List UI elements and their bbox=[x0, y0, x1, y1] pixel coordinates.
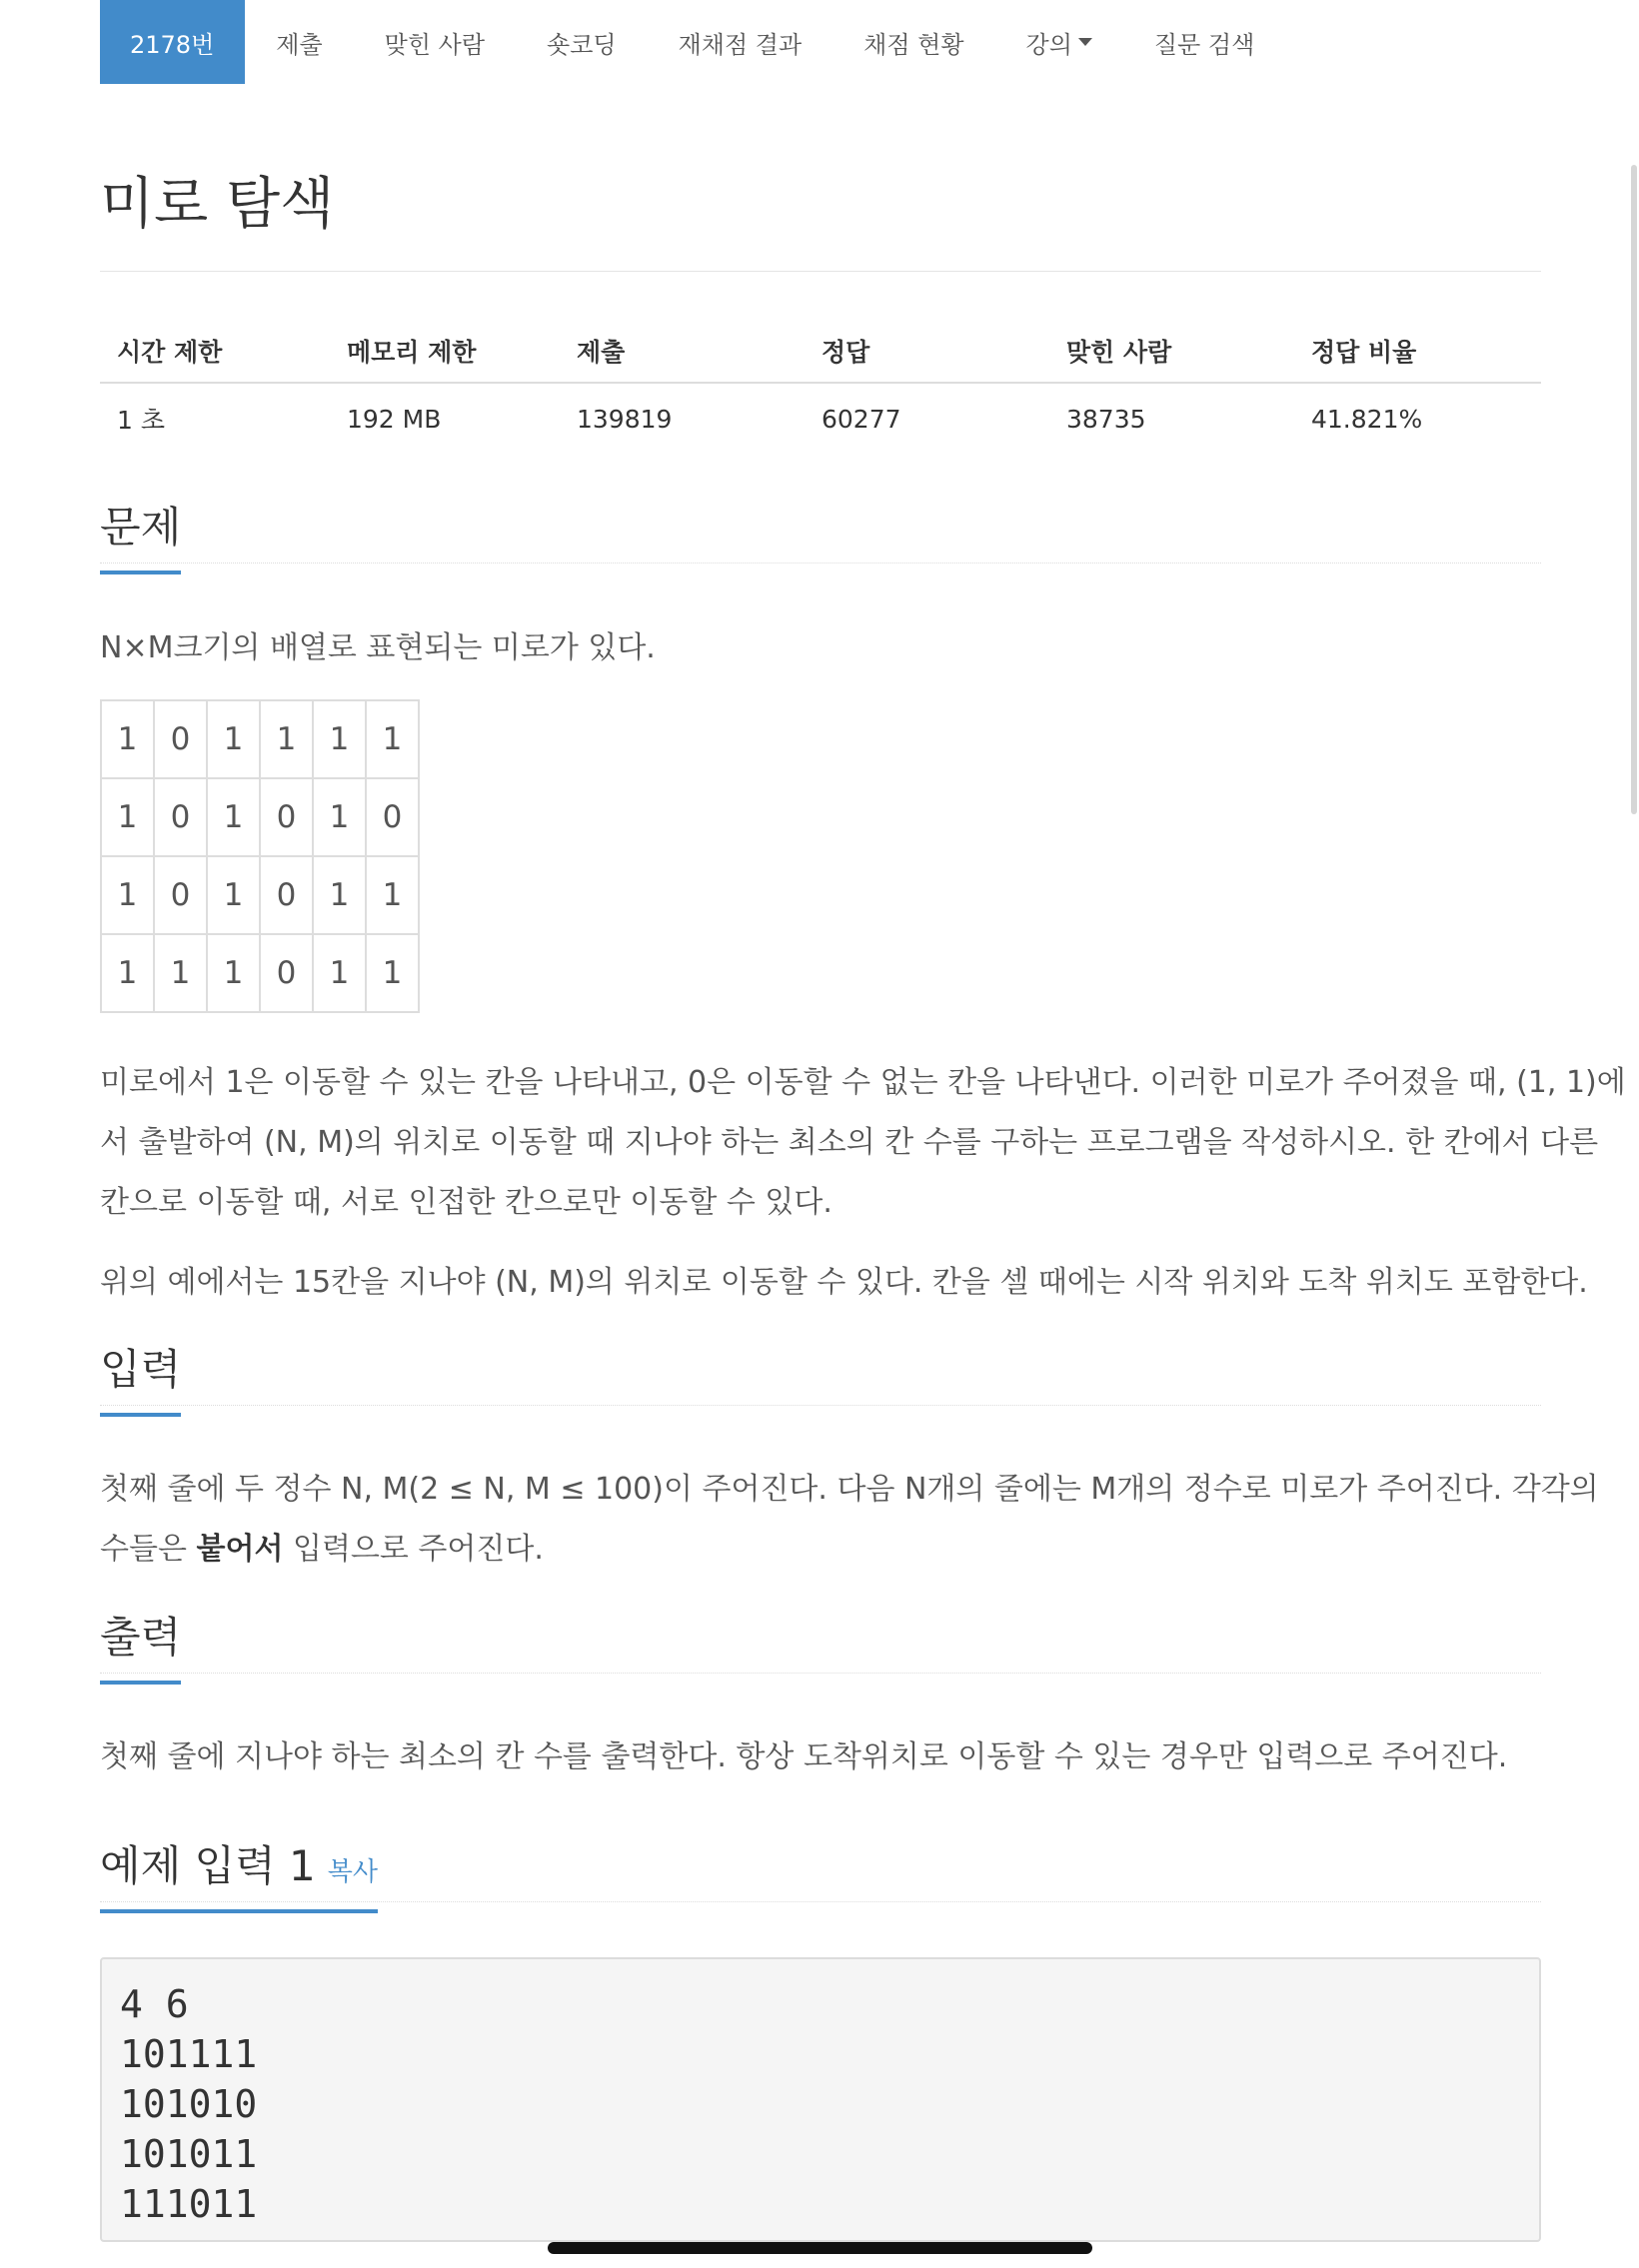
maze-cell: 1 bbox=[207, 856, 260, 934]
nav-tab-judge-status-label: 채점 현황 bbox=[863, 30, 964, 59]
input-description-line bbox=[100, 1520, 1559, 1580]
info-header-time-limit: 시간 제한 bbox=[117, 338, 223, 367]
page-scrollbar[interactable] bbox=[1631, 165, 1637, 814]
info-header-submissions: 제출 bbox=[577, 338, 626, 367]
section-divider bbox=[100, 563, 1541, 564]
maze-example-table bbox=[100, 699, 420, 1013]
info-value-solvers: 38735 bbox=[1066, 404, 1146, 434]
info-header-accept-ratio: 정답 비율 bbox=[1311, 338, 1417, 367]
nav-tab-problem[interactable] bbox=[100, 0, 245, 84]
problem-description-intro: N×M크기의 배열로 표현되는 미로가 있다. bbox=[100, 630, 656, 665]
maze-cell: 1 bbox=[260, 700, 313, 778]
sample-input-code[interactable]: 4 6 101111 101010 101011 111011 bbox=[100, 1957, 1541, 2242]
info-value-accept-ratio: 41.821% bbox=[1311, 404, 1423, 434]
nav-tab-rejudge-results-label: 재채점 결과 bbox=[678, 30, 803, 59]
nav-tab-lectures[interactable] bbox=[995, 0, 1123, 84]
problem-section-title: 문제 bbox=[100, 495, 181, 568]
problem-info-table bbox=[100, 320, 1541, 454]
maze-row bbox=[101, 778, 419, 856]
problem-section-header bbox=[100, 495, 1541, 565]
nav-tab-question-search[interactable] bbox=[1123, 0, 1285, 84]
maze-cell: 1 bbox=[101, 856, 154, 934]
maze-cell: 1 bbox=[207, 934, 260, 1012]
nav-tab-submit[interactable] bbox=[245, 0, 353, 84]
nav-tab-question-search-label: 질문 검색 bbox=[1153, 30, 1255, 59]
maze-cell: 0 bbox=[154, 778, 207, 856]
input-section-title: 입력 bbox=[100, 1337, 181, 1411]
info-header-row bbox=[100, 320, 1541, 384]
output-section-title: 출력 bbox=[100, 1605, 181, 1679]
section-divider bbox=[100, 1901, 1541, 1902]
nav-tab-solved-users-label: 맞힌 사람 bbox=[384, 30, 486, 59]
output-section-header bbox=[100, 1605, 1541, 1675]
maze-cell: 1 bbox=[366, 934, 419, 1012]
maze-cell: 1 bbox=[313, 778, 366, 856]
problem-nav bbox=[100, 0, 1285, 84]
maze-cell: 1 bbox=[207, 778, 260, 856]
maze-cell: 0 bbox=[366, 778, 419, 856]
maze-cell: 0 bbox=[260, 856, 313, 934]
problem-title: 미로 탐색 bbox=[100, 172, 335, 237]
info-value-time-limit: 1 초 bbox=[117, 406, 166, 435]
nav-tab-problem-label: 2178번 bbox=[130, 30, 215, 59]
info-header-memory-limit: 메모리 제한 bbox=[347, 338, 477, 367]
maze-cell: 1 bbox=[313, 934, 366, 1012]
problem-description-line: 서 출발하여 (N, M)의 위치로 이동할 때 지나야 하는 최소의 칸 수를 구하는 프로그램을 작성하시오. 한 칸에서 다른 bbox=[100, 1125, 1599, 1160]
input-description bbox=[100, 1460, 1599, 1580]
nav-tab-short-coding-label: 숏코딩 bbox=[547, 30, 617, 59]
input-description-line: 첫째 줄에 두 정수 N, M(2 ≤ N, M ≤ 100)이 주어진다. 다음 N개의 줄에는 M개의 정수로 미로가 주어진다. 각각의 bbox=[100, 1472, 1599, 1507]
nav-tab-rejudge-results[interactable] bbox=[648, 0, 833, 84]
info-header-solvers: 맞힌 사람 bbox=[1066, 338, 1172, 367]
title-divider bbox=[100, 271, 1541, 272]
nav-tab-lectures-label: 강의 bbox=[1025, 30, 1072, 59]
maze-cell: 1 bbox=[154, 934, 207, 1012]
copy-link[interactable]: 복사 bbox=[327, 1857, 378, 1887]
info-header-accepted: 정답 bbox=[821, 338, 870, 367]
input-emphasis: 붙어서 bbox=[196, 1532, 284, 1567]
maze-row bbox=[101, 856, 419, 934]
maze-cell: 1 bbox=[207, 700, 260, 778]
input-section-header bbox=[100, 1337, 1541, 1407]
problem-description-line: 미로에서 1은 이동할 수 있는 칸을 나타내고, 0은 이동할 수 없는 칸을 나타낸다. 이러한 미로가 주어졌을 때, (1, 1)에 bbox=[100, 1065, 1626, 1100]
maze-row bbox=[101, 700, 419, 778]
nav-tab-solved-users[interactable] bbox=[354, 0, 516, 84]
maze-cell: 0 bbox=[260, 778, 313, 856]
maze-cell: 1 bbox=[313, 856, 366, 934]
section-divider bbox=[100, 1673, 1541, 1674]
info-value-accepted: 60277 bbox=[821, 404, 901, 434]
maze-cell: 0 bbox=[154, 856, 207, 934]
maze-cell: 0 bbox=[154, 700, 207, 778]
maze-cell: 0 bbox=[260, 934, 313, 1012]
input-text: 수들은 bbox=[100, 1532, 197, 1567]
maze-cell: 1 bbox=[101, 934, 154, 1012]
problem-description-body bbox=[100, 1053, 1626, 1233]
sample-input-title-text: 예제 입력 1 bbox=[100, 1841, 316, 1890]
sample-input-title bbox=[100, 1833, 378, 1907]
nav-tab-short-coding[interactable] bbox=[516, 0, 648, 84]
caret-down-icon bbox=[1078, 38, 1092, 46]
maze-cell: 1 bbox=[366, 856, 419, 934]
info-value-memory-limit: 192 MB bbox=[347, 404, 442, 434]
maze-cell: 1 bbox=[366, 700, 419, 778]
nav-tab-judge-status[interactable] bbox=[832, 0, 994, 84]
section-divider bbox=[100, 1405, 1541, 1406]
maze-cell: 1 bbox=[101, 700, 154, 778]
info-value-row bbox=[100, 384, 1541, 454]
home-indicator[interactable] bbox=[548, 2242, 1092, 2254]
maze-cell: 1 bbox=[313, 700, 366, 778]
sample-input-section-header bbox=[100, 1833, 1541, 1903]
output-description: 첫째 줄에 지나야 하는 최소의 칸 수를 출력한다. 항상 도착위치로 이동할 수 있는 경우만 입력으로 주어진다. bbox=[100, 1739, 1508, 1774]
input-text: 입력으로 주어진다. bbox=[283, 1532, 544, 1567]
maze-row bbox=[101, 934, 419, 1012]
nav-tab-submit-label: 제출 bbox=[276, 30, 323, 59]
info-value-submissions: 139819 bbox=[577, 404, 673, 434]
maze-cell: 1 bbox=[101, 778, 154, 856]
problem-description-line: 칸으로 이동할 때, 서로 인접한 칸으로만 이동할 수 있다. bbox=[100, 1185, 832, 1220]
problem-description-example: 위의 예에서는 15칸을 지나야 (N, M)의 위치로 이동할 수 있다. 칸을 셀 때에는 시작 위치와 도착 위치도 포함한다. bbox=[100, 1265, 1588, 1300]
